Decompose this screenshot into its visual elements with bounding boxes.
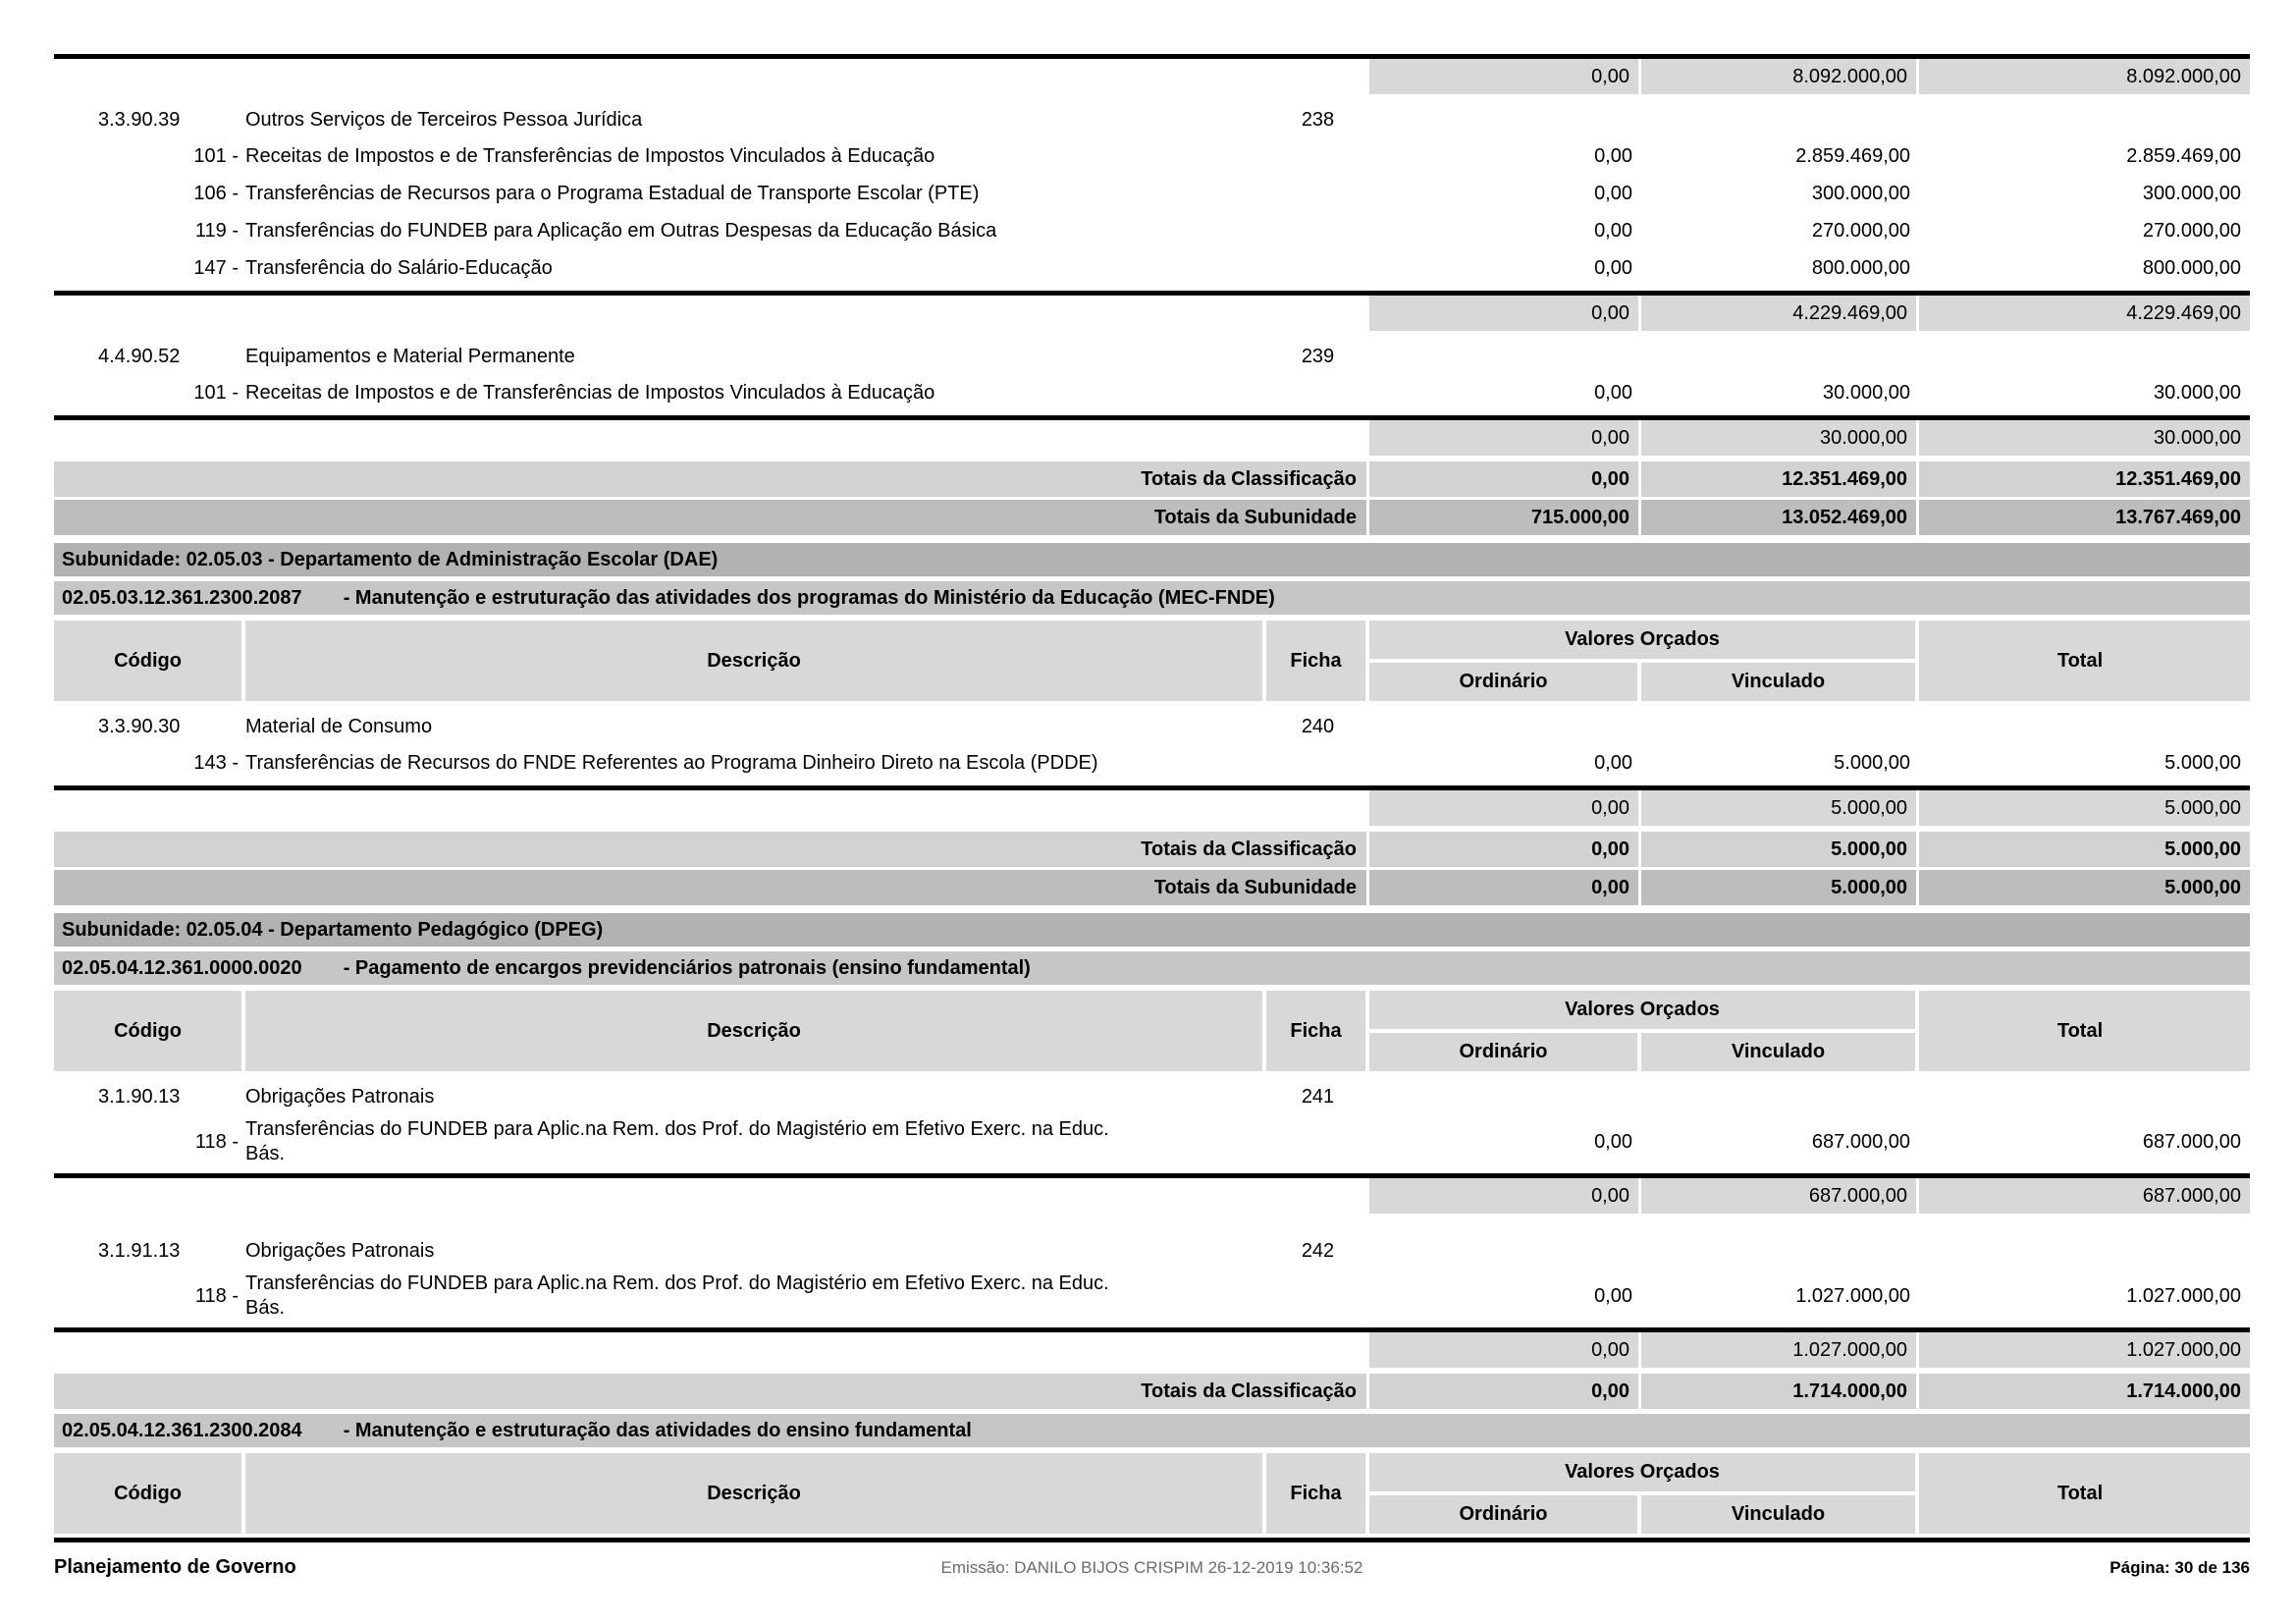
ordinario-value: 0,00 <box>1369 832 1641 867</box>
source-description: Receitas de Impostos e de Transferências de Impostos Vinculados à Educação <box>245 144 935 167</box>
classification-row <box>54 1079 2250 1114</box>
vinculado-value: 687.000,00 <box>1641 1178 1919 1214</box>
header-valores-group <box>1369 991 1919 1071</box>
vinculado-value: 12.351.469,00 <box>1641 461 1919 497</box>
total-value: 5.000,00 <box>1919 832 2250 867</box>
ordinario-value: 0,00 <box>1594 381 1632 404</box>
program-code: 02.05.03.12.361.2300.2087 <box>62 587 302 609</box>
budget-table <box>54 54 2250 1542</box>
header-valores-subrow <box>1369 663 1919 701</box>
header-codigo: Código <box>54 621 245 701</box>
footer-page-number: Página: 30 de 136 <box>2109 1558 2250 1577</box>
total-value: 2.859.469,00 <box>2126 144 2241 167</box>
header-ficha: Ficha <box>1266 1453 1369 1534</box>
ordinario-value: 0,00 <box>1594 256 1632 279</box>
source-row <box>54 175 2250 212</box>
totals-row-classificacao <box>54 461 2250 497</box>
totals-label: Totais da Subunidade <box>54 870 1369 905</box>
vinculado-value: 4.229.469,00 <box>1641 296 1919 331</box>
source-description: Transferências de Recursos para o Programa Estadual de Transporte Escolar (PTE) <box>245 182 980 204</box>
source-number: 101 - <box>193 144 239 167</box>
header-valores-orcados: Valores Orçados <box>1369 621 1919 659</box>
ordinario-value: 0,00 <box>1369 420 1641 456</box>
total-value: 8.092.000,00 <box>1919 59 2250 94</box>
header-total: Total <box>1919 621 2250 701</box>
vinculado-value: 5.000,00 <box>1641 870 1919 905</box>
footer-report-title: Planejamento de Governo <box>54 1556 296 1578</box>
source-description: Transferência do Salário-Educação <box>245 256 553 279</box>
header-codigo: Código <box>54 1453 245 1534</box>
classification-description: Outros Serviços de Terceiros Pessoa Jurídica <box>245 109 643 131</box>
ordinario-value: 0,00 <box>1594 1130 1632 1153</box>
vinculado-value: 687.000,00 <box>1811 1130 1910 1153</box>
total-value: 30.000,00 <box>1919 420 2250 456</box>
page-footer <box>54 1556 2250 1579</box>
totals-label: Totais da Subunidade <box>54 500 1369 535</box>
header-descricao: Descrição <box>245 991 1266 1071</box>
source-description: Transferências do FUNDEB para Aplic.na Rem. dos Prof. do Magistério em Efetivo Exerc. na Educ. Bás. <box>245 1272 1109 1319</box>
total-value: 5.000,00 <box>2164 751 2241 774</box>
totals-label: Totais da Classificação <box>54 461 1369 497</box>
vinculado-value: 1.027.000,00 <box>1795 1284 1910 1307</box>
total-value: 1.027.000,00 <box>1919 1332 2250 1368</box>
vinculado-value: 30.000,00 <box>1823 381 1910 404</box>
header-ficha: Ficha <box>1266 621 1369 701</box>
source-number: 119 - <box>194 219 239 242</box>
ficha-number: 242 <box>1301 1240 1335 1262</box>
ordinario-value: 0,00 <box>1594 1284 1632 1307</box>
subtotal-spacer <box>54 59 1369 94</box>
header-ordinario: Ordinário <box>1369 1033 1641 1071</box>
bottom-rule <box>54 1538 2250 1542</box>
total-value: 687.000,00 <box>1919 1178 2250 1214</box>
ordinario-value: 0,00 <box>1369 461 1641 497</box>
total-value: 300.000,00 <box>2142 182 2241 204</box>
source-row <box>54 1114 2250 1169</box>
totals-row-classificacao <box>54 1374 2250 1409</box>
table-column-header <box>54 991 2250 1071</box>
source-description: Transferências de Recursos do FNDE Referentes ao Programa Dinheiro Direto na Escola (PDDE) <box>245 751 1098 774</box>
classification-code: 4.4.90.52 <box>98 346 181 367</box>
program-band <box>54 951 2250 985</box>
vinculado-value: 8.092.000,00 <box>1641 59 1919 94</box>
classification-row <box>54 339 2250 374</box>
vinculado-value: 30.000,00 <box>1641 420 1919 456</box>
source-number: 106 - <box>193 182 239 204</box>
ficha-number: 241 <box>1301 1086 1335 1108</box>
program-title: - Manutenção e estruturação das atividades do ensino fundamental <box>343 1420 972 1441</box>
ficha-number: 239 <box>1301 346 1335 367</box>
subtotal-row <box>54 1173 2250 1214</box>
subtotal-row <box>54 415 2250 456</box>
ordinario-value: 0,00 <box>1369 1178 1641 1214</box>
total-value: 30.000,00 <box>2154 381 2241 404</box>
header-descricao: Descrição <box>245 621 1266 701</box>
program-title: - Manutenção e estruturação das atividades dos programas do Ministério da Educação (MEC-FNDE) <box>343 587 1275 609</box>
total-value: 4.229.469,00 <box>1919 296 2250 331</box>
source-number: 101 - <box>193 381 239 404</box>
source-number: 118 - <box>194 1130 239 1153</box>
header-valores-subrow <box>1369 1033 1919 1071</box>
subtotal-row <box>54 291 2250 331</box>
totals-row-classificacao <box>54 832 2250 867</box>
ordinario-value: 715.000,00 <box>1369 500 1641 535</box>
classification-description: Material de Consumo <box>245 716 433 737</box>
header-descricao: Descrição <box>245 1453 1266 1534</box>
source-row <box>54 212 2250 249</box>
ordinario-value: 0,00 <box>1369 296 1641 331</box>
source-description: Transferências do FUNDEB para Aplic.na Rem. dos Prof. do Magistério em Efetivo Exerc. na Educ. Bás. <box>245 1118 1109 1164</box>
program-band <box>54 581 2250 615</box>
program-code: 02.05.04.12.361.0000.0020 <box>62 957 302 979</box>
ordinario-value: 0,00 <box>1594 144 1632 167</box>
ordinario-value: 0,00 <box>1369 1332 1641 1368</box>
total-value: 270.000,00 <box>2142 219 2241 242</box>
vinculado-value: 800.000,00 <box>1811 256 1910 279</box>
header-ordinario: Ordinário <box>1369 1495 1641 1534</box>
classification-row <box>54 102 2250 137</box>
classification-description: Equipamentos e Material Permanente <box>245 346 575 367</box>
total-value: 1.714.000,00 <box>1919 1374 2250 1409</box>
subtotal-spacer <box>54 296 1369 331</box>
vinculado-value: 270.000,00 <box>1811 219 1910 242</box>
ordinario-value: 0,00 <box>1594 219 1632 242</box>
vinculado-value: 5.000,00 <box>1641 790 1919 826</box>
header-ordinario: Ordinário <box>1369 663 1641 701</box>
subtotal-spacer <box>54 1332 1369 1368</box>
table-column-header <box>54 1453 2250 1534</box>
vinculado-value: 2.859.469,00 <box>1795 144 1910 167</box>
header-valores-group <box>1369 621 1919 701</box>
classification-row <box>54 709 2250 744</box>
vinculado-value: 300.000,00 <box>1811 182 1910 204</box>
ordinario-value: 0,00 <box>1594 751 1632 774</box>
classification-code: 3.3.90.30 <box>98 716 181 737</box>
vinculado-value: 5.000,00 <box>1834 751 1910 774</box>
ficha-number: 240 <box>1301 716 1335 737</box>
total-value: 13.767.469,00 <box>1919 500 2250 535</box>
header-valores-subrow <box>1369 1495 1919 1534</box>
program-title: - Pagamento de encargos previdenciários patronais (ensino fundamental) <box>343 957 1031 979</box>
vinculado-value: 13.052.469,00 <box>1641 500 1919 535</box>
ordinario-value: 0,00 <box>1369 790 1641 826</box>
vinculado-value: 5.000,00 <box>1641 832 1919 867</box>
total-value: 5.000,00 <box>1919 790 2250 826</box>
source-description: Receitas de Impostos e de Transferências de Impostos Vinculados à Educação <box>245 381 935 404</box>
totals-label: Totais da Classificação <box>54 832 1369 867</box>
program-band <box>54 1414 2250 1447</box>
classification-code: 3.1.90.13 <box>98 1086 181 1108</box>
table-column-header <box>54 621 2250 701</box>
source-row <box>54 374 2250 411</box>
header-total: Total <box>1919 1453 2250 1534</box>
subunit-band: Subunidade: 02.05.03 - Departamento de Administração Escolar (DAE) <box>54 543 2250 576</box>
vinculado-value: 1.027.000,00 <box>1641 1332 1919 1368</box>
classification-code: 3.3.90.39 <box>98 109 181 131</box>
vinculado-value: 1.714.000,00 <box>1641 1374 1919 1409</box>
total-value: 800.000,00 <box>2142 256 2241 279</box>
header-ficha: Ficha <box>1266 991 1369 1071</box>
classification-description: Obrigações Patronais <box>245 1086 435 1108</box>
header-vinculado: Vinculado <box>1641 1033 1919 1071</box>
subtotal-row <box>54 785 2250 826</box>
source-number: 147 - <box>193 256 239 279</box>
total-value: 1.027.000,00 <box>2126 1284 2241 1307</box>
total-value: 687.000,00 <box>2142 1130 2241 1153</box>
subtotal-spacer <box>54 420 1369 456</box>
source-row <box>54 137 2250 175</box>
subunit-band: Subunidade: 02.05.04 - Departamento Pedagógico (DPEG) <box>54 913 2250 947</box>
header-codigo: Código <box>54 991 245 1071</box>
header-valores-orcados: Valores Orçados <box>1369 1453 1919 1491</box>
totals-row-subunidade <box>54 500 2250 535</box>
source-row <box>54 1269 2250 1324</box>
header-vinculado: Vinculado <box>1641 663 1919 701</box>
footer-emission-info: Emissão: DANILO BIJOS CRISPIM 26-12-2019 10:36:52 <box>940 1558 1363 1577</box>
subtotal-spacer <box>54 1178 1369 1214</box>
ordinario-value: 0,00 <box>1369 870 1641 905</box>
classification-code: 3.1.91.13 <box>98 1240 181 1262</box>
source-description: Transferências do FUNDEB para Aplicação em Outras Despesas da Educação Básica <box>245 219 997 242</box>
subtotal-row <box>54 1327 2250 1368</box>
header-vinculado: Vinculado <box>1641 1495 1919 1534</box>
total-value: 5.000,00 <box>1919 870 2250 905</box>
ordinario-value: 0,00 <box>1594 182 1632 204</box>
subtotal-spacer <box>54 790 1369 826</box>
source-number: 118 - <box>194 1284 239 1307</box>
totals-row-subunidade <box>54 870 2250 905</box>
classification-description: Obrigações Patronais <box>245 1240 435 1262</box>
ordinario-value: 0,00 <box>1369 59 1641 94</box>
program-code: 02.05.04.12.361.2300.2084 <box>62 1420 302 1441</box>
source-row <box>54 744 2250 782</box>
source-number: 143 - <box>193 751 239 774</box>
ficha-number: 238 <box>1301 109 1335 131</box>
classification-row <box>54 1233 2250 1269</box>
totals-label: Totais da Classificação <box>54 1374 1369 1409</box>
header-valores-orcados: Valores Orçados <box>1369 991 1919 1029</box>
ordinario-value: 0,00 <box>1369 1374 1641 1409</box>
subtotal-row <box>54 54 2250 94</box>
header-valores-group <box>1369 1453 1919 1534</box>
header-total: Total <box>1919 991 2250 1071</box>
source-row <box>54 249 2250 287</box>
total-value: 12.351.469,00 <box>1919 461 2250 497</box>
